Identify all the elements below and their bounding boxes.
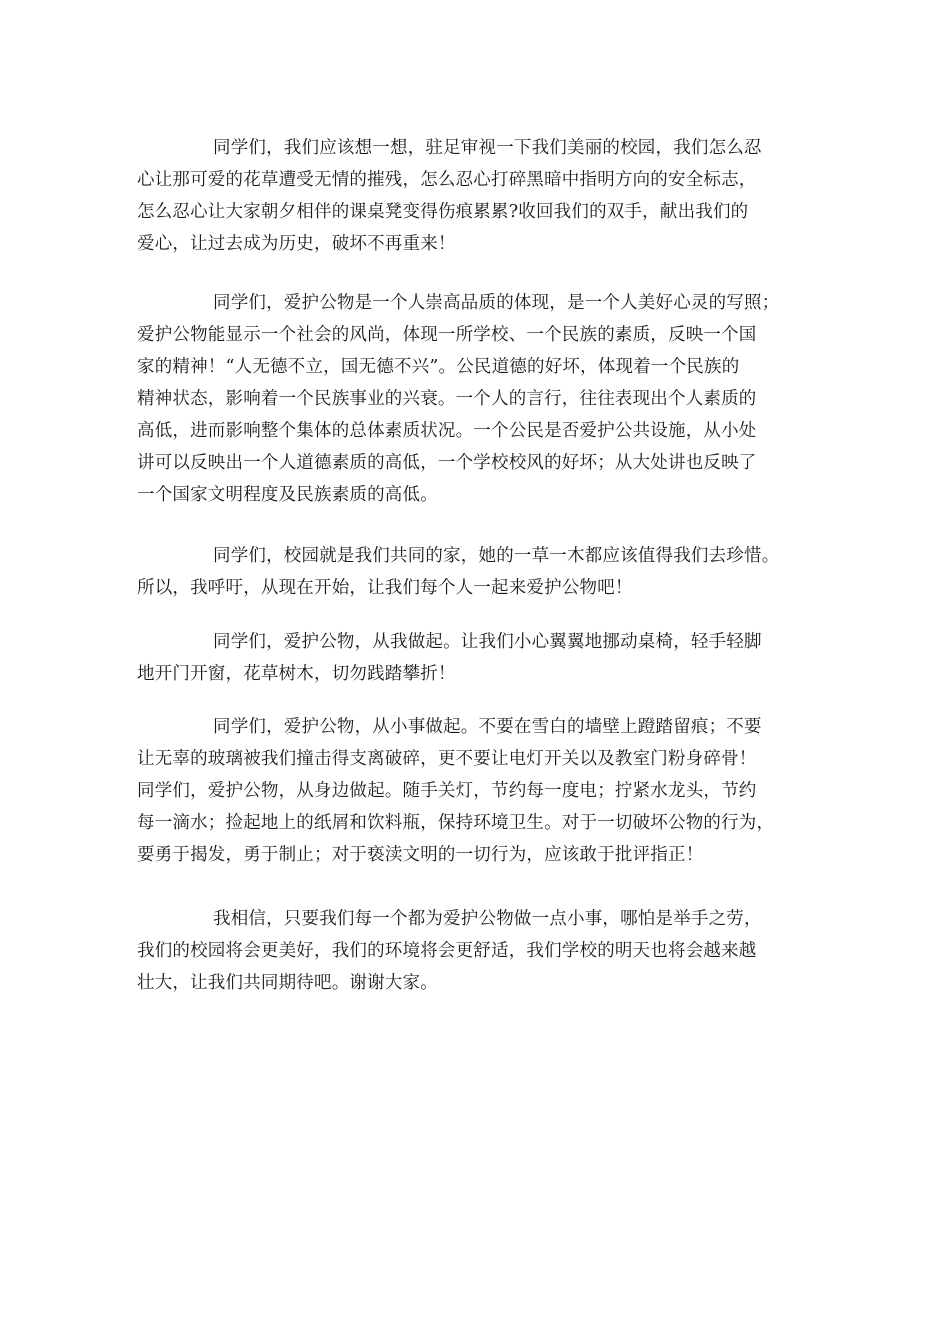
paragraph-line: 地开门开窗，花草树木，切勿践踏攀折！ xyxy=(137,664,456,684)
paragraph-1 xyxy=(137,132,827,260)
paragraph-line: 精神状态，影响着一个民族事业的兴衰。一个人的言行，往往表现出个人素质的 xyxy=(137,389,757,409)
paragraph-line: 怎么忍心让大家朝夕相伴的课桌凳变得伤痕累累?收回我们的双手，献出我们的 xyxy=(137,202,749,222)
paragraph-2 xyxy=(137,287,827,511)
paragraph-line: 同学们，校园就是我们共同的家，她的一草一木都应该值得我们去珍惜。 xyxy=(213,546,780,566)
paragraph-4 xyxy=(137,626,827,690)
paragraph-5 xyxy=(137,711,827,871)
paragraph-line: 同学们，我们应该想一想，驻足审视一下我们美丽的校园，我们怎么忍 xyxy=(213,138,762,158)
paragraph-line: 壮大，让我们共同期待吧。谢谢大家。 xyxy=(137,973,438,993)
paragraph-line: 讲可以反映出一个人道德素质的高低，一个学校校风的好坏；从大处讲也反映了 xyxy=(137,453,757,473)
paragraph-line: 同学们，爱护公物，从我做起。让我们小心翼翼地挪动桌椅，轻手轻脚 xyxy=(213,632,762,652)
paragraph-line: 一个国家文明程度及民族素质的高低。 xyxy=(137,485,438,505)
paragraph-line: 让无辜的玻璃被我们撞击得支离破碎，更不要让电灯开关以及教室门粉身碎骨！ xyxy=(137,749,757,769)
paragraph-line: 我们的校园将会更美好，我们的环境将会更舒适，我们学校的明天也将会越来越 xyxy=(137,941,757,961)
paragraph-line: 每一滴水；捡起地上的纸屑和饮料瓶，保持环境卫生。对于一切破坏公物的行为， xyxy=(137,813,775,833)
paragraph-line: 高低，进而影响整个集体的总体素质状况。一个公民是否爱护公共设施，从小处 xyxy=(137,421,757,441)
paragraph-line: 爱护公物能显示一个社会的风尚，体现一所学校、一个民族的素质，反映一个国 xyxy=(137,325,757,345)
paragraph-line: 同学们，爱护公物是一个人崇高品质的体现，是一个人美好心灵的写照； xyxy=(213,293,780,313)
paragraph-line: 心让那可爱的花草遭受无情的摧残，怎么忍心打碎黑暗中指明方向的安全标志， xyxy=(137,170,757,190)
paragraph-3 xyxy=(137,540,827,604)
paragraph-line: 家的精神！“人无德不立，国无德不兴”。公民道德的好坏，体现着一个民族的 xyxy=(137,357,740,377)
paragraph-line: 所以，我呼吁，从现在开始，让我们每个人一起来爱护公物吧！ xyxy=(137,578,633,598)
paragraph-line: 同学们，爱护公物，从小事做起。不要在雪白的墙壁上蹬踏留痕；不要 xyxy=(213,717,762,737)
paragraph-line: 同学们，爱护公物，从身边做起。随手关灯，节约每一度电；拧紧水龙头，节约 xyxy=(137,781,757,801)
paragraph-line: 要勇于揭发，勇于制止；对于亵渎文明的一切行为，应该敢于批评指正！ xyxy=(137,845,704,865)
paragraph-6 xyxy=(137,903,827,999)
paragraph-line: 爱心，让过去成为历史，破坏不再重来！ xyxy=(137,234,456,254)
paragraph-line: 我相信，只要我们每一个都为爱护公物做一点小事，哪怕是举手之劳， xyxy=(213,909,762,929)
